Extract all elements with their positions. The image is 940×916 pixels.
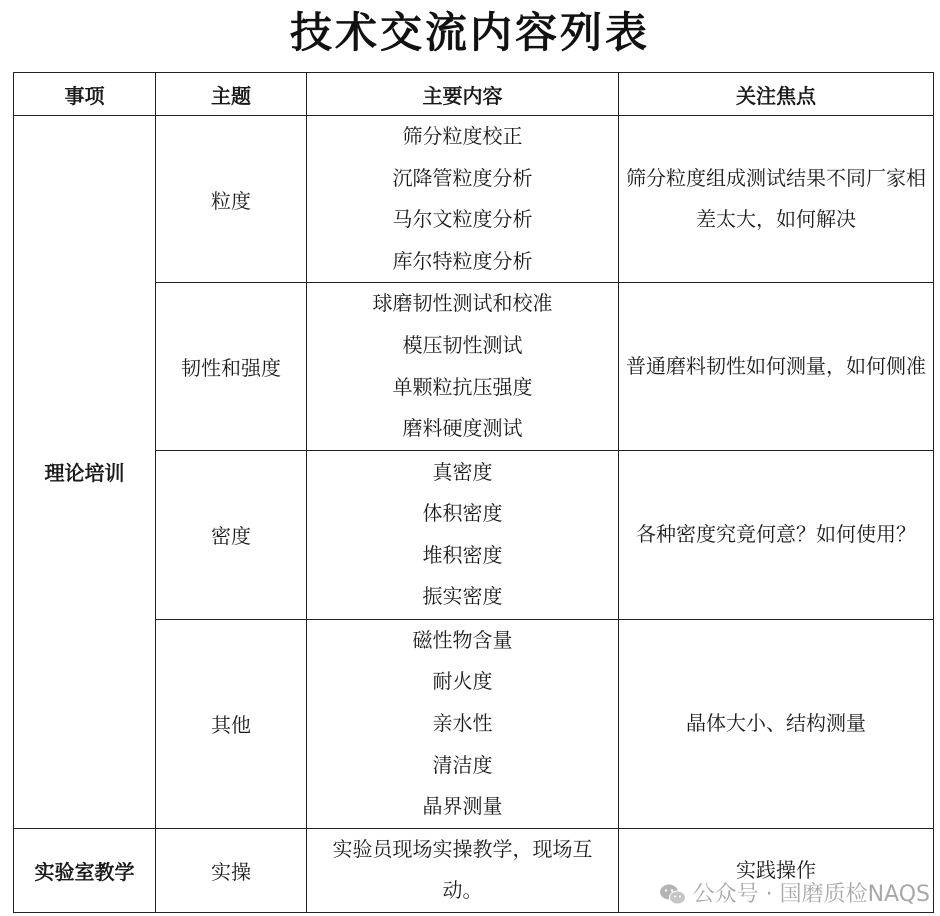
- content-line: 球磨韧性测试和校准: [372, 291, 553, 316]
- table-row: [14, 116, 934, 283]
- topic-cell: 粒度: [156, 116, 307, 283]
- category-cell: 实验室教学: [14, 828, 156, 912]
- content-table: [13, 72, 934, 913]
- content-line: 磨料硬度测试: [402, 416, 523, 441]
- content-cell: 实验员现场实操教学，现场互动。: [307, 828, 619, 912]
- content-line: 沉降管粒度分析: [392, 165, 533, 190]
- content-cell: [307, 450, 619, 619]
- content-line: 堆积密度: [422, 542, 503, 567]
- content-line: 磁性物含量: [412, 627, 513, 652]
- content-line: 马尔文粒度分析: [392, 207, 533, 232]
- header-content: 主要内容: [307, 73, 619, 116]
- content-line: 清洁度: [432, 752, 493, 777]
- content-line: 筛分粒度校正: [402, 124, 523, 148]
- content-line: 亲水性: [432, 710, 493, 735]
- focus-cell: 晶体大小、结构测量: [619, 619, 934, 828]
- content-cell: [307, 619, 619, 828]
- header-item: 事项: [14, 73, 156, 116]
- focus-cell: 各种密度究竟何意？如何使用？: [619, 450, 934, 619]
- watermark-text: 公众号 · 国磨质检NAQS: [692, 882, 930, 907]
- content-line: 库尔特粒度分析: [392, 248, 533, 273]
- category-cell: 理论培训: [14, 116, 156, 829]
- focus-cell: 筛分粒度组成测试结果不同厂家相差太大，如何解决: [619, 116, 934, 283]
- topic-cell: 密度: [156, 450, 307, 619]
- content-line: 体积密度: [422, 501, 503, 526]
- focus-cell: 普通磨料韧性如何测量，如何侧准: [619, 283, 934, 450]
- content-line: 模压韧性测试: [402, 332, 523, 357]
- content-cell: [307, 283, 619, 450]
- content-line: 晶界测量: [422, 794, 503, 819]
- focus-cell: 实践操作: [619, 828, 934, 912]
- content-line: 耐火度: [432, 669, 493, 694]
- header-topic: 主题: [156, 73, 307, 116]
- content-cell: [307, 116, 619, 283]
- topic-cell: 实操: [156, 828, 307, 912]
- topic-cell: 韧性和强度: [156, 283, 307, 450]
- header-focus: 关注焦点: [619, 73, 934, 116]
- header-row: [14, 73, 934, 116]
- content-line: 单颗粒抗压强度: [392, 374, 533, 399]
- content-line: 真密度: [432, 459, 493, 484]
- topic-cell: 其他: [156, 619, 307, 828]
- table-row: [14, 828, 934, 912]
- page-title: 技术交流内容列表: [289, 8, 650, 57]
- content-line: 振实密度: [422, 584, 503, 609]
